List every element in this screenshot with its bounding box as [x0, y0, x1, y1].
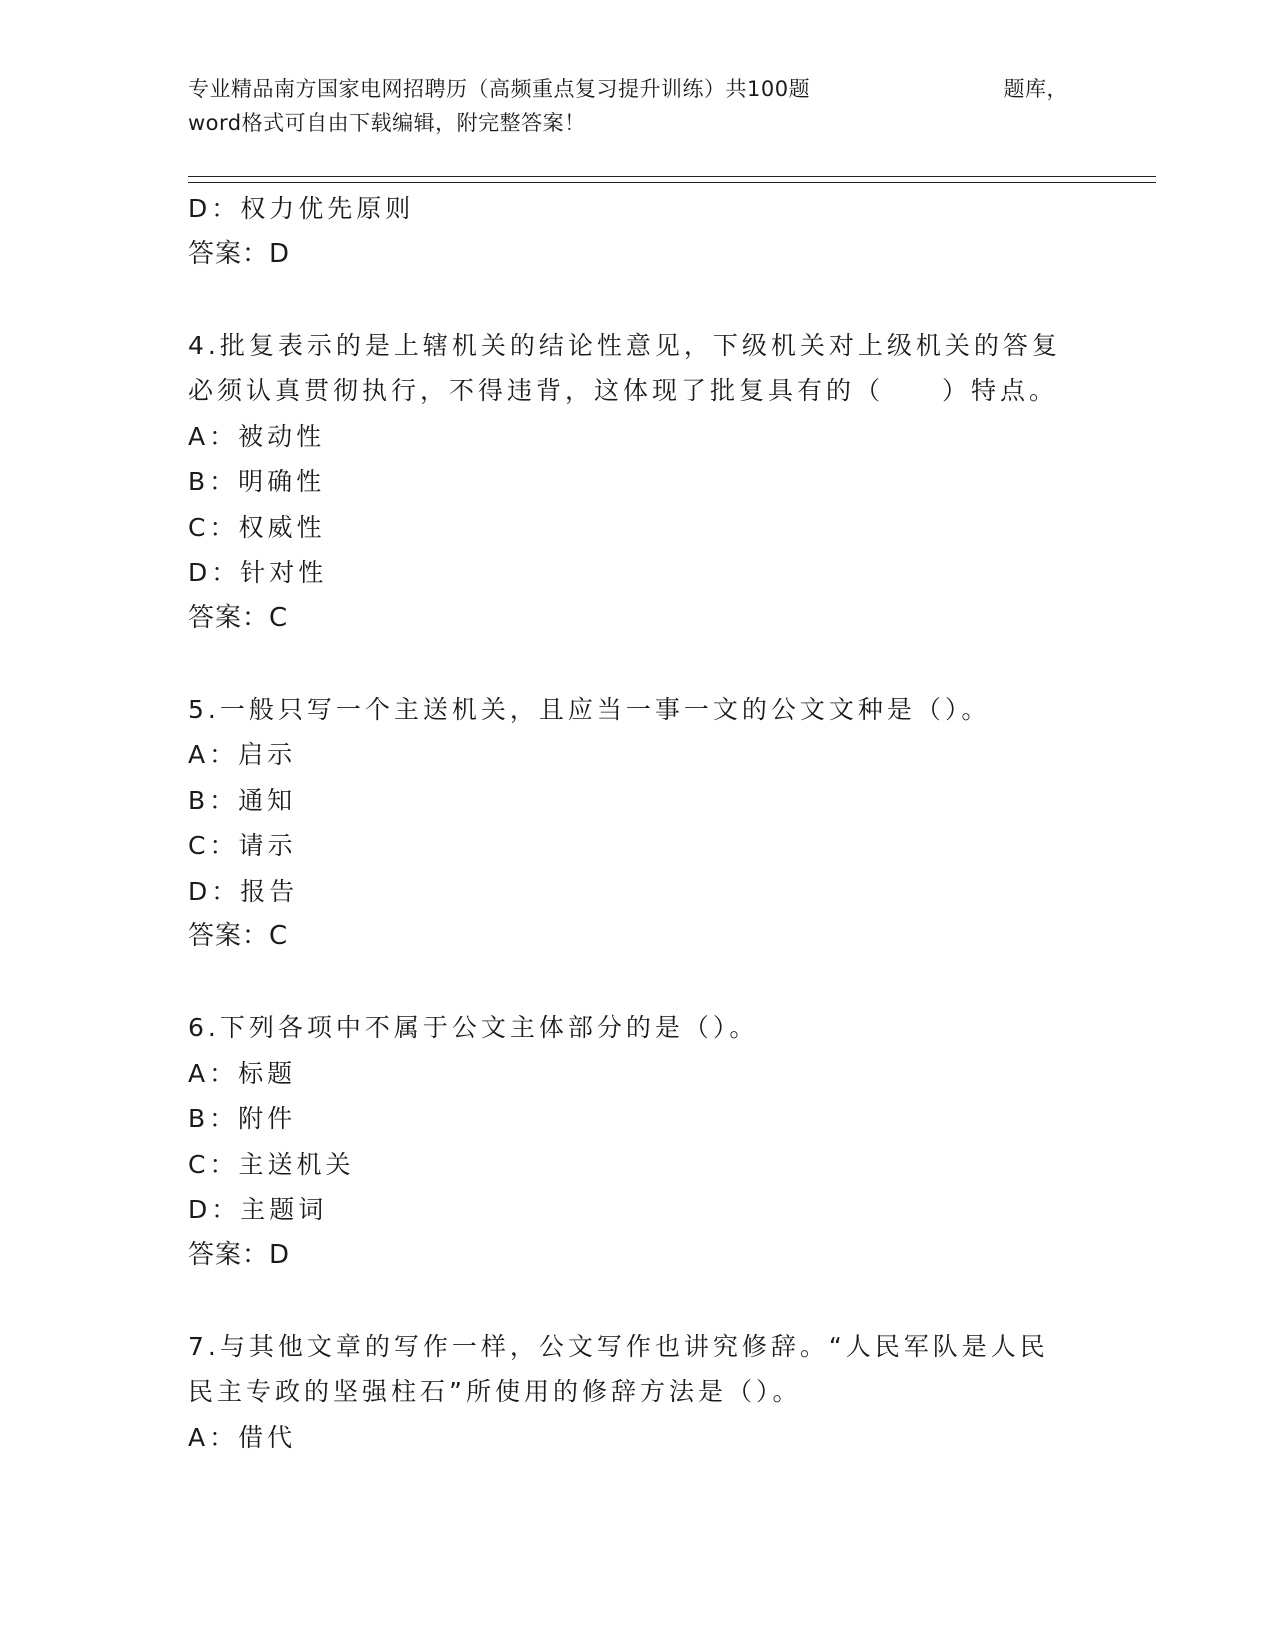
option: B：明确性 [188, 467, 326, 496]
spacer [188, 960, 1088, 1006]
header-line-1 [188, 72, 1068, 106]
option: C：权威性 [188, 512, 326, 542]
spacer [188, 1278, 1088, 1324]
option: C：主送机关 [188, 1149, 355, 1179]
question-stem: 4.批复表示的是上辖机关的结论性意见，下级机关对上级机关的答复 [188, 330, 1061, 360]
question-stem: 民主专政的坚强柱石”所使用的修辞方法是（）。 [188, 1377, 802, 1406]
answer: 答案：C [188, 602, 289, 633]
question-stem: 7.与其他文章的写作一样，公文写作也讲究修辞。“人民军队是人民 [188, 1331, 1049, 1361]
question-4 [188, 323, 1088, 642]
option: A：启示 [188, 740, 297, 769]
spacer [188, 277, 1088, 323]
spacer [188, 641, 1088, 687]
page-header [188, 72, 1068, 140]
header-subtitle: word格式可自由下载编辑，附完整答案！ [188, 111, 586, 135]
option: D：权力优先原则 [188, 194, 415, 223]
header-title-suffix: 题库， [1003, 77, 1068, 101]
question-stem: 6.下列各项中不属于公文主体部分的是（）。 [188, 1013, 759, 1042]
option: D：报告 [188, 876, 299, 906]
document-body [188, 186, 1088, 1460]
question-6 [188, 1005, 1088, 1278]
question-stem: 5.一般只写一个主送机关，且应当一事一文的公文文种是（）。 [188, 694, 991, 724]
option: D：针对性 [188, 558, 328, 587]
answer: 答案：D [188, 238, 291, 269]
question-7 [188, 1324, 1088, 1461]
option: C：请示 [188, 831, 297, 860]
answer: 答案：D [188, 1239, 291, 1270]
header-title: 专业精品南方国家电网招聘历（高频重点复习提升训练）共100题 [188, 77, 811, 101]
option: A：被动性 [188, 421, 326, 451]
question-stem: 必须认真贯彻执行，不得违背，这体现了批复具有的（ ）特点。 [188, 376, 1059, 405]
option: D：主题词 [188, 1195, 328, 1224]
option: A：标题 [188, 1058, 297, 1088]
option: B：通知 [188, 785, 297, 815]
option: A：借代 [188, 1422, 297, 1452]
question-5 [188, 687, 1088, 960]
option: B：附件 [188, 1104, 297, 1133]
header-divider [188, 176, 1156, 183]
answer: 答案：C [188, 921, 289, 951]
